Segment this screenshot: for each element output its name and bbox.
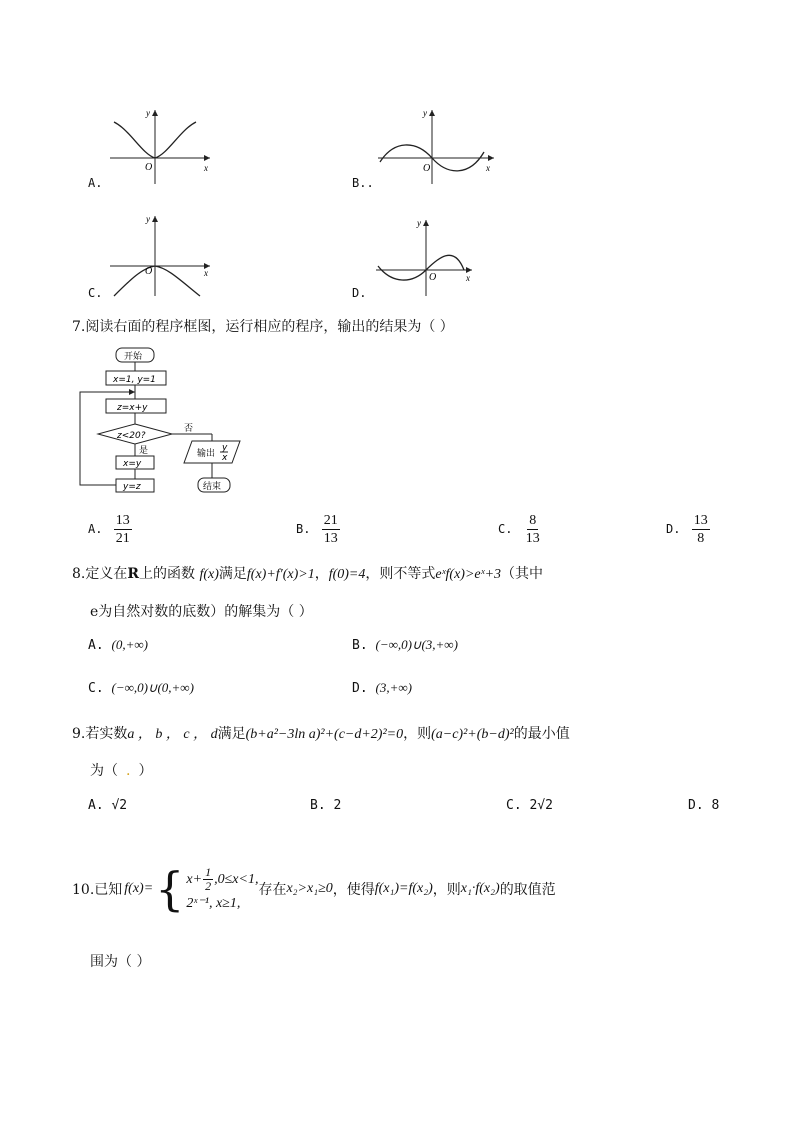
q9-text-4: 的最小值	[513, 726, 570, 742]
q10-text-5: 的取值范	[499, 882, 556, 898]
q9-option-a	[88, 798, 127, 813]
flow-output: 输出	[197, 449, 216, 459]
graph-c	[100, 210, 220, 298]
q10-case-1-num: 1	[205, 865, 212, 879]
q7-option-d-num: 13	[693, 513, 708, 528]
q9-option-c-text: 2√2	[529, 798, 553, 813]
q7-option-d	[666, 512, 710, 547]
q10-case-1	[186, 866, 258, 893]
flow-out-num: y	[222, 443, 228, 453]
q9-option-b-label: B.	[310, 798, 326, 813]
q8-option-b	[352, 637, 458, 653]
q9-expression: (a−c)²+(b−d)²	[431, 727, 514, 742]
q7-option-c	[498, 512, 542, 547]
q7-option-b-label: B.	[296, 522, 311, 536]
flow-no: 否	[184, 424, 194, 434]
q10-case-1-head: x+	[186, 871, 203, 887]
q8-real-set: R	[127, 566, 139, 582]
q9-text-2: 满足	[217, 726, 246, 742]
q10-case-2: 2ˣ⁻¹, x≥1,	[186, 896, 241, 911]
q7-option-b-den: 13	[323, 531, 338, 546]
axis-x-label: x	[204, 163, 208, 173]
q7-option-d-label: D.	[666, 522, 681, 536]
q9-option-b	[310, 798, 341, 813]
q7-option-c-num: 8	[529, 513, 537, 528]
flow-init: x=1, y=1	[113, 375, 156, 385]
axis-y-label: y	[417, 218, 421, 228]
q8-option-a	[88, 637, 148, 653]
q8-option-c-label: C.	[88, 681, 104, 696]
q10-brace: {	[155, 862, 185, 916]
q8-option-d-text: (3,+∞)	[375, 680, 412, 695]
q9-option-c-label: C.	[506, 798, 522, 813]
origin-label: O	[145, 162, 153, 173]
q9-option-a-text: √2	[111, 798, 128, 813]
q9-option-b-text: 2	[333, 798, 342, 813]
q8-option-c	[88, 680, 194, 696]
q10-text-2: 存在	[258, 882, 287, 898]
graph-b-label: B..	[352, 176, 374, 190]
q7-option-c-den: 13	[525, 531, 540, 546]
q8-stem-line2: e为自然对数的底数）的解集为（ ）	[90, 604, 313, 620]
q8-text-5: （其中	[501, 566, 544, 582]
graph-b	[372, 104, 500, 186]
q10-text-4: ，则	[432, 882, 461, 898]
flow-yes: 是	[139, 446, 149, 456]
graph-a	[100, 104, 220, 186]
flow-step1: x=y	[123, 459, 142, 469]
q8-option-a-label: A.	[88, 638, 104, 653]
q10-condition: x₂>x₁≥0	[286, 881, 333, 896]
q8-text-4: ，则不等式	[365, 566, 436, 582]
q8-option-d-label: D.	[352, 681, 368, 696]
q8-text-3: 满足	[218, 566, 247, 582]
q9-option-d	[688, 798, 719, 813]
q8-option-b-label: B.	[352, 638, 368, 653]
q7-option-a-num: 13	[115, 513, 130, 528]
q7-option-a-frac	[114, 512, 132, 547]
q8-f0: f(0)=4	[328, 567, 366, 582]
q8-text-1: 8.定义在	[72, 566, 128, 582]
axis-y-label: y	[423, 108, 427, 118]
q9-stem	[72, 723, 570, 743]
q9-condition: (b+a²−3ln a)²+(c−d+2)²=0	[245, 727, 404, 742]
origin-label: O	[429, 272, 437, 283]
flow-cond: z<20?	[117, 431, 146, 441]
q7-option-a-label: A.	[88, 522, 103, 536]
q7-flowchart	[76, 344, 256, 498]
q8-option-d	[352, 680, 412, 696]
axis-y-label: y	[146, 214, 150, 224]
q10-expression: x₁·f(x₂)	[460, 881, 500, 896]
q7-option-c-frac	[524, 512, 542, 547]
flow-out-den: x	[222, 453, 228, 463]
q7-option-d-den: 8	[697, 531, 705, 546]
q7-option-b-num: 21	[323, 513, 338, 528]
q8-text-2: 上的函数	[139, 566, 195, 582]
q10-stem	[72, 862, 556, 916]
graph-d-label: D.	[352, 286, 367, 300]
q8-option-c-text: (−∞,0)∪(0,+∞)	[111, 680, 194, 695]
q8-inequality: eˣf(x)>eˣ+3	[435, 567, 502, 582]
q9-option-d-label: D.	[688, 798, 704, 813]
q10-cases	[186, 866, 258, 912]
flow-end: 结束	[203, 482, 222, 492]
axis-y-label: y	[146, 108, 150, 118]
q9-line2-a: 为（	[90, 763, 118, 779]
q8-fx: f(x)	[199, 567, 219, 582]
q10-case-1-den: 2	[205, 879, 212, 893]
axis-x-label: x	[466, 273, 470, 283]
q7-stem: 7.阅读右面的程序框图，运行相应的程序，输出的结果为（ ）	[72, 319, 454, 335]
q7-option-a-den: 21	[115, 531, 130, 546]
graph-d	[372, 214, 482, 298]
q8-option-a-text: (0,+∞)	[111, 637, 148, 652]
q10-stem-line2: 围为（ ）	[90, 954, 151, 970]
q10-case-1-tail: ,0≤x<1,	[214, 871, 259, 887]
q7-option-b-frac	[322, 512, 340, 547]
q7-option-d-frac	[692, 512, 710, 547]
flow-step2: y=z	[123, 482, 141, 492]
q10-text-3: ，使得	[332, 882, 375, 898]
q7-option-a	[88, 512, 132, 547]
q8-condition: f(x)+f′(x)>1	[246, 567, 315, 582]
q7-option-b	[296, 512, 340, 547]
q7-option-c-label: C.	[498, 522, 513, 536]
q9-text-3: ，则	[403, 726, 432, 742]
axis-x-label: x	[204, 268, 208, 278]
q9-option-c	[506, 798, 553, 813]
graph-c-label: C.	[88, 286, 103, 300]
q9-line2-b: ）	[138, 763, 153, 779]
q8-option-b-text: (−∞,0)∪(3,+∞)	[375, 637, 458, 652]
q9-vars: a ， b ， c ， d	[127, 727, 218, 742]
q9-option-a-label: A.	[88, 798, 104, 813]
q10-text-1: 10.已知	[72, 882, 123, 898]
origin-label: O	[423, 163, 431, 174]
axis-x-label: x	[486, 163, 490, 173]
q10-equation: f(x₁)=f(x₂)	[374, 881, 433, 896]
graph-b-label-text: B.	[352, 176, 367, 190]
q8-stem: 8.定义在R上的函数 f(x)满足f(x)+f′(x)>1，f(0)=4，则不等式eˣf(x)>eˣ+3（其中	[72, 566, 544, 582]
flow-assign: z=x+y	[117, 403, 148, 413]
graph-a-label: A.	[88, 176, 103, 190]
origin-label: O	[145, 266, 153, 277]
q9-option-d-text: 8	[711, 798, 720, 813]
q10-fx: f(x)=	[124, 881, 154, 896]
q10-case-1-frac	[203, 866, 213, 893]
q9-stem-line2: 为（ . ）	[90, 763, 153, 779]
flow-start: 开始	[124, 352, 143, 362]
q9-text-1: 9.若实数	[72, 726, 128, 742]
